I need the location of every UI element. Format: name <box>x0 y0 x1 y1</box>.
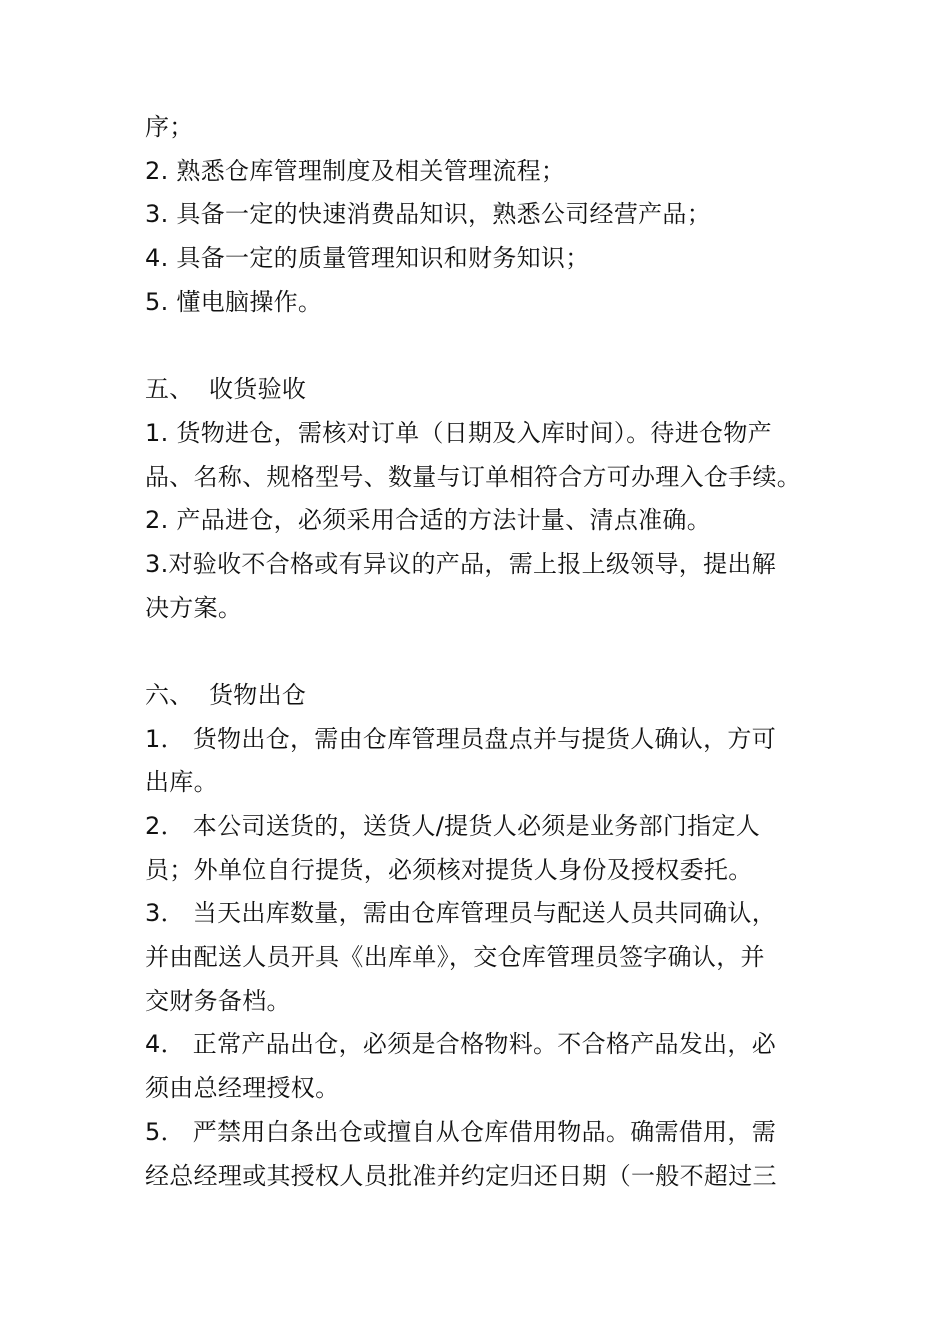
paragraph-line: 员；外单位自行提货，必须核对提货人身份及授权委托。 <box>145 855 753 884</box>
paragraph-line: 序； <box>145 113 194 141</box>
paragraph-line: 3.对验收不合格或有异议的产品，需上报上级领导，提出解 <box>145 549 776 578</box>
paragraph-line: 经总经理或其授权人员批准并约定归还日期（一般不超过三 <box>145 1161 777 1190</box>
requirement-item-5: 5. 懂电脑操作。 <box>145 287 323 316</box>
paragraph-line: 交财务备档。 <box>145 986 291 1015</box>
requirement-item-4: 4. 具备一定的质量管理知识和财务知识； <box>145 244 590 273</box>
requirement-item-2: 2. 熟悉仓库管理制度及相关管理流程； <box>145 156 566 185</box>
section-heading-receiving <box>145 368 815 412</box>
section-heading-dispatch <box>145 674 815 718</box>
section-spacer <box>145 324 815 368</box>
paragraph-line: 2. 产品进仓，必须采用合适的方法计量、清点准确。 <box>145 506 712 535</box>
requirement-item-3: 3. 具备一定的快速消费品知识，熟悉公司经营产品； <box>145 200 712 229</box>
paragraph-line: 3． 当天出库数量，需由仓库管理员与配送人员共同确认， <box>145 899 776 928</box>
paragraph-line: 4． 正常产品出仓，必须是合格物料。不合格产品发出，必 <box>145 1030 776 1059</box>
paragraph-line: 1． 货物出仓，需由仓库管理员盘点并与提货人确认，方可 <box>145 724 776 753</box>
paragraph-line: 品、名称、规格型号、数量与订单相符合方可办理入仓手续。 <box>145 462 802 491</box>
section-title: 收货验收 <box>209 375 307 404</box>
paragraph-line: 2． 本公司送货的，送货人/提货人必须是业务部门指定人 <box>145 812 761 840</box>
section-number: 五、 <box>145 375 194 404</box>
paragraph-line: 1. 货物进仓，需核对订单（日期及入库时间）。待进仓物产 <box>145 418 772 447</box>
paragraph-line: 5． 严禁用白条出仓或擅自从仓库借用物品。确需借用，需 <box>145 1117 776 1146</box>
section-number: 六、 <box>145 680 194 709</box>
paragraph-line: 须由总经理授权。 <box>145 1074 340 1103</box>
section-title: 货物出仓 <box>209 680 307 709</box>
paragraph-line: 并由配送人员开具《出库单》，交仓库管理员签字确认，并 <box>145 943 765 972</box>
paragraph-line: 出库。 <box>145 768 218 797</box>
paragraph-line: 决方案。 <box>145 593 243 622</box>
section-spacer <box>145 630 815 674</box>
document-body <box>145 106 815 1198</box>
